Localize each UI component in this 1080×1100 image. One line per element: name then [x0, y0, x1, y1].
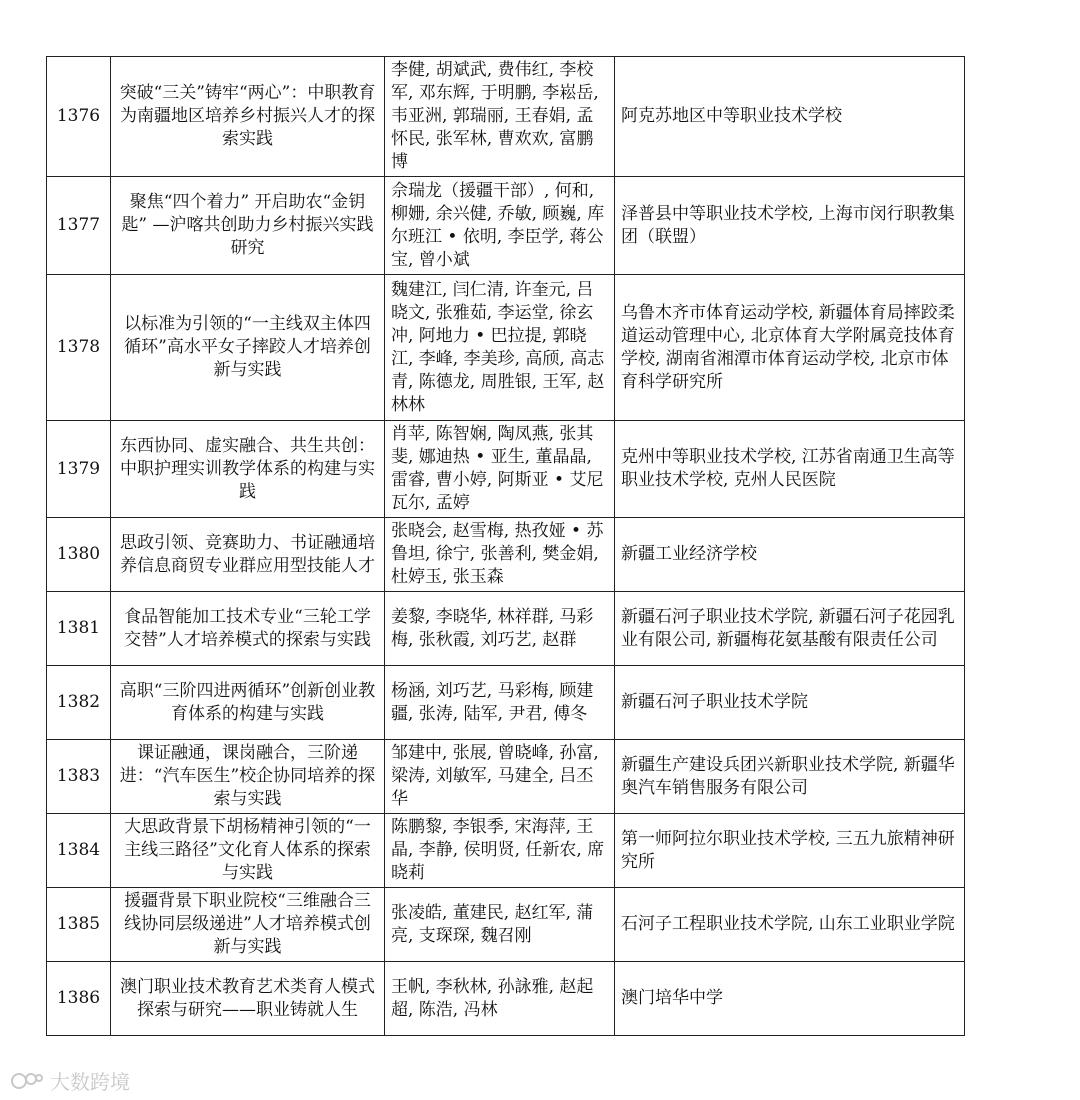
row-number-cell: 1377 — [47, 177, 111, 275]
project-title-cell: 东西协同、虚实融合、共生共创： 中职护理实训教学体系的构建与实践 — [111, 421, 385, 518]
table-row — [47, 962, 965, 1036]
institutions-cell: 新疆生产建设兵团兴新职业技术学院, 新疆华奥汽车销售服务有限公司 — [615, 740, 965, 814]
institutions-cell: 第一师阿拉尔职业技术学校, 三五九旅精神研究所 — [615, 814, 965, 888]
row-number-cell: 1384 — [47, 814, 111, 888]
table-row — [47, 888, 965, 962]
row-number-cell: 1385 — [47, 888, 111, 962]
project-title-cell: 高职“三阶四进两循环”创新创业教育体系的构建与实践 — [111, 666, 385, 740]
row-number-cell: 1376 — [47, 57, 111, 177]
team-members-cell: 肖苹, 陈智娴, 陶凤燕, 张其斐, 娜迪热 • 亚生, 董晶晶, 雷睿, 曹小婷, 阿斯亚 • 艾尼瓦尔, 孟婷 — [385, 421, 615, 518]
institutions-cell: 克州中等职业技术学校, 江苏省南通卫生高等职业技术学校, 克州人民医院 — [615, 421, 965, 518]
institutions-cell: 泽普县中等职业技术学校, 上海市闵行职教集团（联盟） — [615, 177, 965, 275]
row-number-cell: 1378 — [47, 275, 111, 421]
team-members-cell: 王帆, 李秋林, 孙詠雅, 赵起超, 陈浩, 冯林 — [385, 962, 615, 1036]
project-title-cell: 食品智能加工技术专业“三轮工学交替”人才培养模式的探索与实践 — [111, 592, 385, 666]
team-members-cell: 姜黎, 李晓华, 林祥群, 马彩梅, 张秋霞, 刘巧艺, 赵群 — [385, 592, 615, 666]
project-title-cell: 大思政背景下胡杨精神引领的“一主线三路径”文化育人体系的探索与实践 — [111, 814, 385, 888]
institutions-cell: 新疆石河子职业技术学院 — [615, 666, 965, 740]
project-title-cell: 以标准为引领的“一主线双主体四循环”高水平女子摔跤人才培养创新与实践 — [111, 275, 385, 421]
team-members-cell: 张晓会, 赵雪梅, 热孜娅 • 苏鲁坦, 徐宁, 张善利, 樊金娟, 杜婷玉, 张玉森 — [385, 518, 615, 592]
team-members-cell: 陈鹏黎, 李银季, 宋海萍, 王晶, 李静, 侯明贤, 任新农, 席晓莉 — [385, 814, 615, 888]
institutions-cell: 澳门培华中学 — [615, 962, 965, 1036]
team-members-cell: 杨涵, 刘巧艺, 马彩梅, 顾建疆, 张涛, 陆军, 尹君, 傅冬 — [385, 666, 615, 740]
team-members-cell: 李健, 胡斌武, 费伟红, 李校军, 邓东辉, 于明鹏, 李崧岳, 韦亚洲, 郭瑞丽, 王春娟, 孟怀民, 张军林, 曹欢欢, 富鹏博 — [385, 57, 615, 177]
table-row — [47, 740, 965, 814]
row-number-cell: 1386 — [47, 962, 111, 1036]
row-number-cell: 1383 — [47, 740, 111, 814]
institutions-cell: 石河子工程职业技术学院, 山东工业职业学院 — [615, 888, 965, 962]
project-title-cell: 聚焦“四个着力” 开启助农“金钥匙” —沪喀共创助力乡村振兴实践研究 — [111, 177, 385, 275]
project-title-cell: 课证融通，课岗融合，三阶递进：“汽车医生”校企协同培养的探索与实践 — [111, 740, 385, 814]
table-row — [47, 421, 965, 518]
team-members-cell: 张凌皓, 董建民, 赵红军, 蒲亮, 支琛琛, 魏召刚 — [385, 888, 615, 962]
row-number-cell: 1382 — [47, 666, 111, 740]
table-row — [47, 275, 965, 421]
institutions-cell: 阿克苏地区中等职业技术学校 — [615, 57, 965, 177]
watermark-text: 大数跨境 — [50, 1070, 130, 1094]
row-number-cell: 1379 — [47, 421, 111, 518]
team-members-cell: 邹建中, 张展, 曾晓峰, 孙富, 梁涛, 刘敏军, 马建全, 吕丕华 — [385, 740, 615, 814]
row-number-cell: 1381 — [47, 592, 111, 666]
project-title-cell: 澳门职业技术教育艺术类育人模式探索与研究——职业铸就人生 — [111, 962, 385, 1036]
watermark-logo-icon — [10, 1069, 44, 1093]
institutions-cell: 乌鲁木齐市体育运动学校, 新疆体育局摔跤柔道运动管理中心, 北京体育大学附属竞技体育学校, 湖南省湘潭市体育运动学校, 北京市体育科学研究所 — [615, 275, 965, 421]
awards-table — [46, 56, 965, 1036]
project-title-cell: 突破“三关”铸牢“两心”：中职教育为南疆地区培养乡村振兴人才的探索实践 — [111, 57, 385, 177]
table-row — [47, 518, 965, 592]
table-row — [47, 177, 965, 275]
watermark — [10, 1066, 130, 1095]
table-row — [47, 57, 965, 177]
team-members-cell: 魏建江, 闫仁清, 许奎元, 吕晓文, 张雅茹, 李运堂, 徐玄冲, 阿地力 • 巴拉提, 郭晓江, 李峰, 李美珍, 高颀, 高志青, 陈德龙, 周胜银, 王军, 赵林林 — [385, 275, 615, 421]
table-row — [47, 592, 965, 666]
team-members-cell: 佘瑞龙（援疆干部）, 何和, 柳姗, 余兴健, 乔敏, 顾巍, 库尔班江 • 依明, 李臣学, 蒋公宝, 曾小斌 — [385, 177, 615, 275]
table-row — [47, 814, 965, 888]
table-row — [47, 666, 965, 740]
row-number-cell: 1380 — [47, 518, 111, 592]
institutions-cell: 新疆工业经济学校 — [615, 518, 965, 592]
project-title-cell: 援疆背景下职业院校“三维融合三线协同层级递进”人才培养模式创新与实践 — [111, 888, 385, 962]
project-title-cell: 思政引领、竞赛助力、书证融通培养信息商贸专业群应用型技能人才 — [111, 518, 385, 592]
institutions-cell: 新疆石河子职业技术学院, 新疆石河子花园乳业有限公司, 新疆梅花氨基酸有限责任公司 — [615, 592, 965, 666]
table-body — [47, 57, 965, 1036]
